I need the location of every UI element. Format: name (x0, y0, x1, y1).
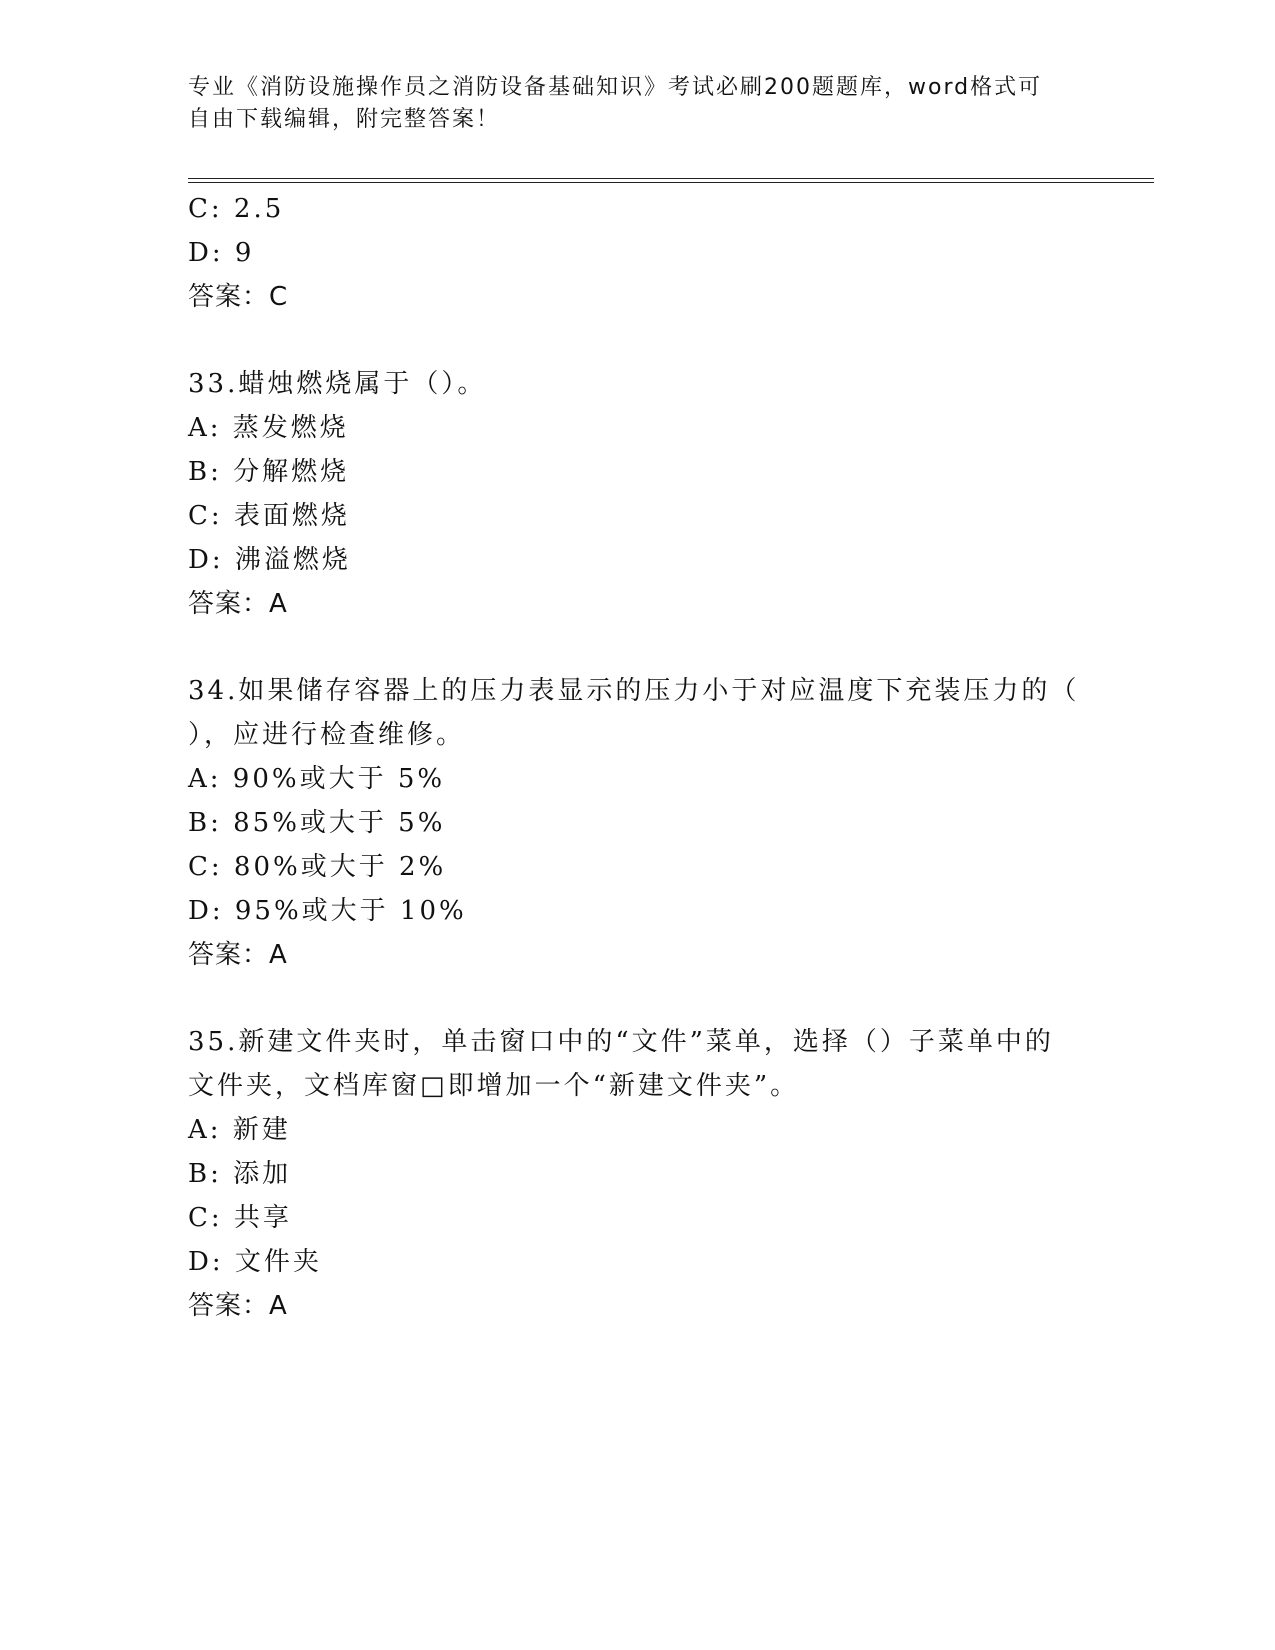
option-c: C: 80%或大于 2% (188, 852, 447, 882)
option-d: D: 9 (188, 238, 255, 268)
header-line-2: 自由下载编辑，附完整答案！ (188, 107, 501, 132)
header-divider-bottom (188, 182, 1154, 183)
option-b: B: 分解燃烧 (188, 457, 350, 487)
option-d: D: 95%或大于 10% (188, 896, 467, 926)
option-d: D: 文件夹 (188, 1247, 322, 1277)
option-b: B: 85%或大于 5% (188, 808, 446, 838)
option-c: C: 2.5 (188, 194, 285, 224)
document-header (188, 72, 1088, 136)
option-a: A: 新建 (188, 1115, 291, 1145)
question-stem: 34.如果储存容器上的压力表显示的压力小于对应温度下充装压力的（ (188, 676, 1080, 706)
header-divider-top (188, 178, 1154, 179)
question-stem: 35.新建文件夹时，单击窗口中的“文件”菜单，选择（）子菜单中的 (188, 1027, 1054, 1057)
option-d: D: 沸溢燃烧 (188, 545, 351, 575)
answer-line: 答案：A (188, 940, 288, 970)
question-stem: 33.蜡烛燃烧属于（）。 (188, 369, 487, 399)
option-c: C: 共享 (188, 1203, 292, 1233)
option-a: A: 90%或大于 5% (188, 764, 446, 794)
question-stem-continued: 文件夹，文档库窗□即增加一个“新建文件夹”。 (188, 1071, 800, 1101)
option-b: B: 添加 (188, 1159, 292, 1189)
option-a: A: 蒸发燃烧 (188, 413, 349, 443)
answer-line: 答案：A (188, 589, 288, 619)
question-stem-continued: ），应进行检查维修。 (188, 720, 466, 750)
header-line-1: 专业《消防设施操作员之消防设备基础知识》考试必刷200题题库，word格式可 (188, 75, 1043, 100)
answer-line: 答案：A (188, 1291, 288, 1321)
answer-line: 答案：C (188, 282, 289, 312)
option-c: C: 表面燃烧 (188, 501, 350, 531)
